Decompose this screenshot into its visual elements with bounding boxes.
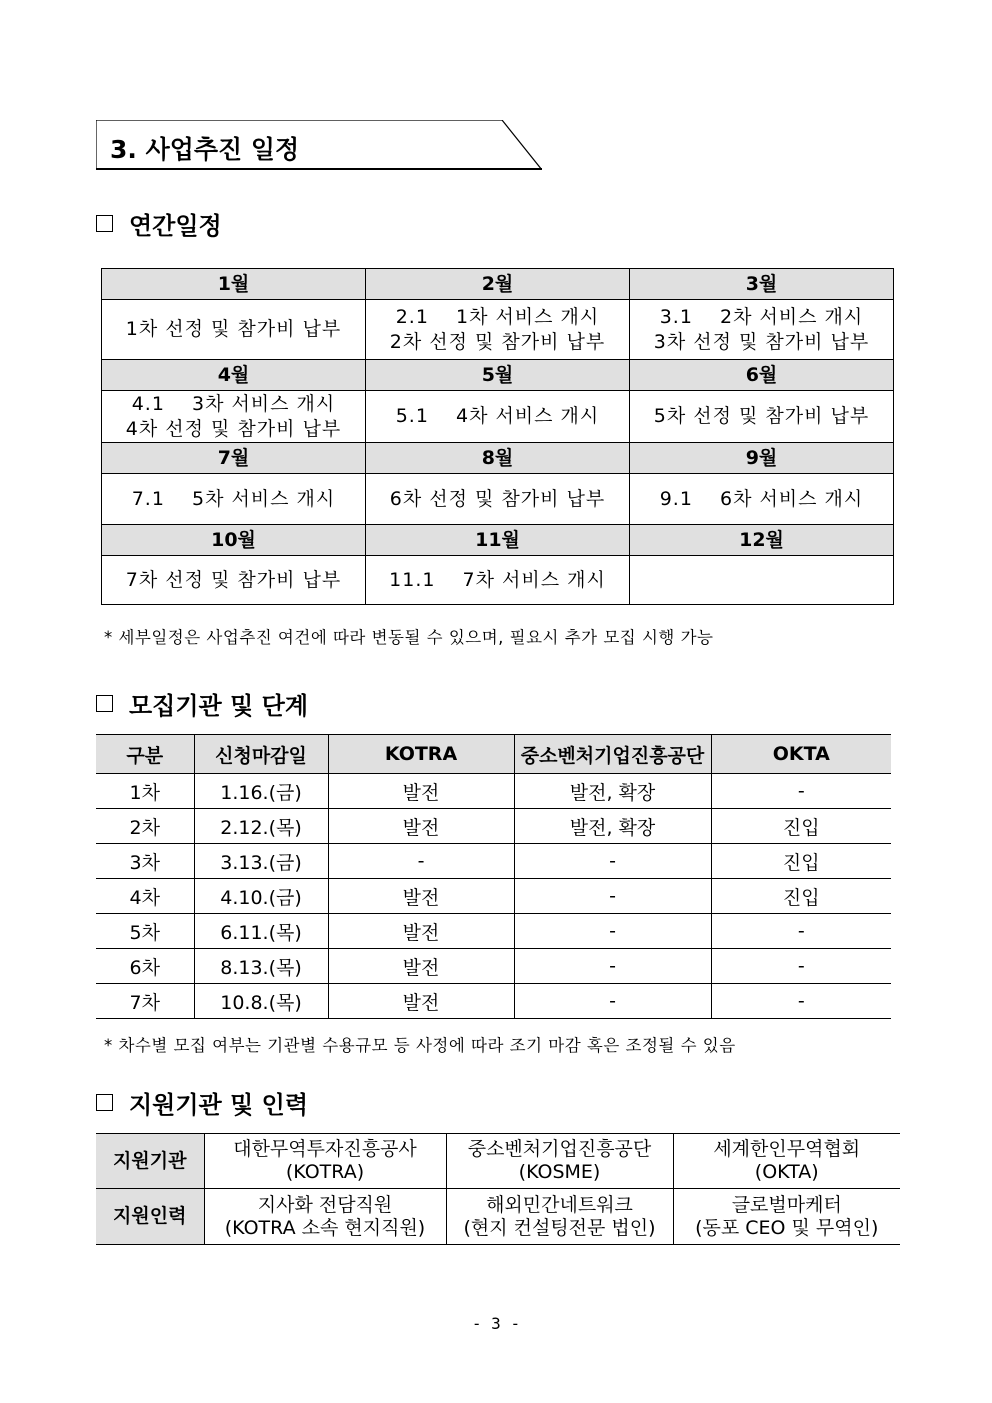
- schedule-cell: [366, 556, 630, 605]
- table-cell: 발전: [328, 809, 514, 844]
- schedule-cell: [102, 556, 366, 605]
- schedule-line: 11.1 7차 서비스 개시: [389, 568, 606, 591]
- table-cell: -: [514, 879, 711, 914]
- month-header-row: [102, 525, 894, 556]
- support-line: 대한무역투자진흥공사: [233, 1138, 417, 1160]
- schedule-line: 2.1 1차 서비스 개시: [395, 305, 600, 328]
- schedule-line: 3.1 2차 서비스 개시: [659, 305, 864, 328]
- annual-schedule-table: [101, 268, 894, 605]
- table-row: [96, 844, 891, 879]
- table-cell: 진입: [711, 879, 891, 914]
- table-cell: 발전: [328, 949, 514, 984]
- section-title-banner: [96, 120, 542, 170]
- table-cell: 발전: [328, 984, 514, 1019]
- schedule-cell: [102, 391, 366, 443]
- month-header-row: [102, 360, 894, 391]
- schedule-line: 6차 선정 및 참가비 납부: [389, 487, 606, 510]
- support-line: 해외민간네트워크: [486, 1193, 633, 1216]
- table-cell: 진입: [711, 809, 891, 844]
- table-cell: -: [328, 844, 514, 879]
- schedule-line: 3차 선정 및 참가비 납부: [653, 330, 870, 353]
- schedule-cell: [366, 474, 630, 525]
- column-header: 신청마감일: [194, 735, 328, 774]
- table-cell: 6차: [96, 949, 194, 984]
- support-cell: [446, 1134, 673, 1189]
- support-line: (KOSME): [518, 1161, 601, 1183]
- recruit-heading-text: 모집기관 및 단계: [129, 692, 308, 720]
- schedule-cell: [102, 300, 366, 360]
- schedule-row: [102, 474, 894, 525]
- table-cell: 발전: [328, 914, 514, 949]
- month-label: 8월: [366, 443, 630, 474]
- schedule-cell: [630, 391, 894, 443]
- month-label: 9월: [630, 443, 894, 474]
- support-line: 중소벤처기업진흥공단: [467, 1138, 652, 1160]
- support-row: [96, 1134, 900, 1189]
- schedule-row: [102, 391, 894, 443]
- recruit-heading: [96, 686, 308, 721]
- table-row: [96, 809, 891, 844]
- table-cell: -: [514, 984, 711, 1019]
- support-row-label: 지원기관: [96, 1134, 204, 1189]
- annual-heading-text: 연간일정: [129, 212, 222, 240]
- schedule-cell: [630, 474, 894, 525]
- table-cell: 진입: [711, 844, 891, 879]
- table-row: [96, 984, 891, 1019]
- support-line: (KOTRA 소속 현지직원): [224, 1216, 426, 1239]
- month-label: 10월: [102, 525, 366, 556]
- table-cell: 1차: [96, 774, 194, 809]
- schedule-line: 5.1 4차 서비스 개시: [395, 405, 600, 427]
- schedule-row: [102, 300, 894, 360]
- support-cell: [673, 1134, 900, 1189]
- support-line: (현지 컨설팅전문 법인): [463, 1216, 656, 1239]
- schedule-cell: [102, 474, 366, 525]
- table-cell: -: [711, 914, 891, 949]
- month-label: 2월: [366, 269, 630, 300]
- table-cell: 발전, 확장: [514, 809, 711, 844]
- schedule-cell: [366, 300, 630, 360]
- table-cell: 1.16.(금): [194, 774, 328, 809]
- support-heading-text: 지원기관 및 인력: [129, 1091, 308, 1119]
- section-title: 3. 사업추진 일정: [110, 135, 300, 164]
- month-label: 11월: [366, 525, 630, 556]
- table-row: [96, 914, 891, 949]
- month-header-row: [102, 269, 894, 300]
- table-row: [96, 774, 891, 809]
- month-label: 1월: [102, 269, 366, 300]
- schedule-line: 5차 선정 및 참가비 납부: [653, 405, 870, 427]
- month-label: 7월: [102, 443, 366, 474]
- recruit-note: * 차수별 모집 여부는 기관별 수용규모 등 사정에 따라 조기 마감 혹은 조정될 수 있음: [104, 1036, 736, 1055]
- support-row-label: 지원인력: [96, 1189, 204, 1245]
- page-number: - 3 -: [471, 1314, 521, 1333]
- table-cell: 3차: [96, 844, 194, 879]
- schedule-cell: [630, 300, 894, 360]
- table-cell: -: [711, 984, 891, 1019]
- schedule-cell: [630, 556, 894, 605]
- table-cell: 4차: [96, 879, 194, 914]
- month-label: 6월: [630, 360, 894, 391]
- support-heading: [96, 1085, 308, 1120]
- table-cell: 발전: [328, 774, 514, 809]
- table-cell: -: [514, 844, 711, 879]
- checkbox-icon: [96, 695, 113, 712]
- support-line: (동포 CEO 및 무역인): [695, 1216, 879, 1239]
- table-row: [96, 879, 891, 914]
- table-cell: 4.10.(금): [194, 879, 328, 914]
- schedule-line: 4.1 3차 서비스 개시: [131, 392, 336, 415]
- table-cell: 10.8.(목): [194, 984, 328, 1019]
- month-label: 5월: [366, 360, 630, 391]
- table-cell: 2.12.(목): [194, 809, 328, 844]
- support-line: (KOTRA): [285, 1161, 365, 1183]
- month-label: 12월: [630, 525, 894, 556]
- table-cell: 2차: [96, 809, 194, 844]
- support-cell: [204, 1134, 446, 1189]
- column-header: KOTRA: [328, 735, 514, 774]
- schedule-line: 1차 선정 및 참가비 납부: [125, 318, 342, 340]
- table-cell: 3.13.(금): [194, 844, 328, 879]
- schedule-line: 4차 선정 및 참가비 납부: [125, 417, 342, 440]
- schedule-line: 7차 선정 및 참가비 납부: [125, 568, 342, 591]
- support-table: [96, 1133, 900, 1245]
- support-cell: [204, 1189, 446, 1245]
- table-cell: -: [711, 949, 891, 984]
- table-cell: 발전: [328, 879, 514, 914]
- table-row: [96, 949, 891, 984]
- support-cell: [446, 1189, 673, 1245]
- column-header: 중소벤처기업진흥공단: [514, 735, 711, 774]
- table-cell: -: [711, 774, 891, 809]
- support-line: 글로벌마케터: [731, 1193, 842, 1216]
- support-line: (OKTA): [754, 1161, 819, 1183]
- checkbox-icon: [96, 1094, 113, 1111]
- annual-heading: [96, 206, 222, 241]
- table-cell: -: [514, 914, 711, 949]
- support-row: [96, 1189, 900, 1245]
- schedule-cell: [366, 391, 630, 443]
- table-cell: 5차: [96, 914, 194, 949]
- schedule-row: [102, 556, 894, 605]
- column-header: 구분: [96, 735, 194, 774]
- recruit-table: [96, 734, 891, 1019]
- annual-note: * 세부일정은 사업추진 여건에 따라 변동될 수 있으며, 필요시 추가 모집 시행 가능: [104, 628, 714, 647]
- table-cell: 발전, 확장: [514, 774, 711, 809]
- table-cell: -: [514, 949, 711, 984]
- support-line: 지사화 전담직원: [257, 1193, 393, 1216]
- column-header: OKTA: [711, 735, 891, 774]
- table-cell: 8.13.(목): [194, 949, 328, 984]
- schedule-line: 7.1 5차 서비스 개시: [131, 487, 336, 510]
- month-label: 4월: [102, 360, 366, 391]
- support-line: 세계한인무역협회: [713, 1138, 861, 1160]
- checkbox-icon: [96, 215, 113, 232]
- table-cell: 6.11.(목): [194, 914, 328, 949]
- table-cell: 7차: [96, 984, 194, 1019]
- schedule-line: 9.1 6차 서비스 개시: [659, 487, 864, 510]
- month-header-row: [102, 443, 894, 474]
- schedule-line: 2차 선정 및 참가비 납부: [389, 330, 606, 353]
- support-cell: [673, 1189, 900, 1245]
- month-label: 3월: [630, 269, 894, 300]
